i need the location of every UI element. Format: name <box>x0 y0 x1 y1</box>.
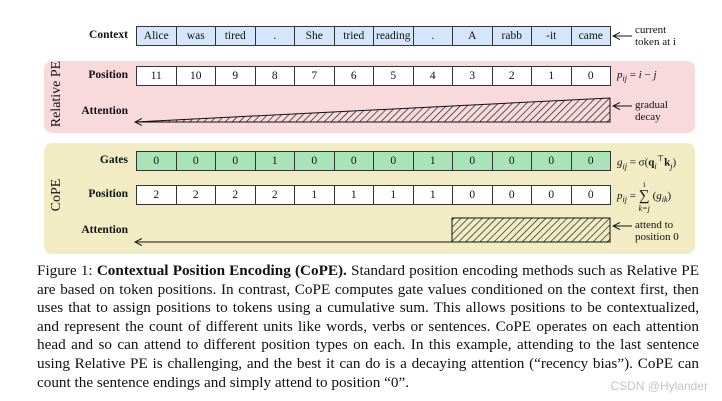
gate-value-cell: 0 <box>373 151 414 171</box>
cope-position-cell: 2 <box>176 185 217 205</box>
relative-position-cell: 4 <box>413 66 454 86</box>
gradual-decay-note: gradual decay <box>635 99 668 123</box>
relative-position-cell: 7 <box>294 66 335 86</box>
cope-attention-row-label: Attention <box>81 224 128 236</box>
cope-position-cell: 2 <box>136 185 177 205</box>
context-token-cell: tried <box>334 26 375 46</box>
relative-position-cell: 10 <box>176 66 217 86</box>
figure-caption <box>37 262 699 392</box>
cope-position-cell: 1 <box>334 185 375 205</box>
cope-position-cell: 2 <box>215 185 256 205</box>
context-token-cell: Alice <box>136 26 177 46</box>
context-token-cell: was <box>176 26 217 46</box>
gate-value-cell: 0 <box>136 151 177 171</box>
current-token-note: current token at i <box>635 24 676 48</box>
context-token-cell: . <box>413 26 454 46</box>
cope-position-cell: 1 <box>294 185 335 205</box>
cope-position-row-label: Position <box>88 188 128 200</box>
relative-attention-decay-shape <box>135 98 610 122</box>
cope-position-cell: 2 <box>255 185 296 205</box>
gate-value-cell: 0 <box>334 151 375 171</box>
cope-position-cell: 0 <box>452 185 493 205</box>
relative-position-cell: 11 <box>136 66 177 86</box>
relative-position-cell: 3 <box>452 66 493 86</box>
gate-value-cell: 0 <box>531 151 572 171</box>
caption-title: Contextual Position Encoding (CoPE). <box>96 262 347 279</box>
attend-position-note: attend to position 0 <box>635 219 679 243</box>
relative-position-cell: 0 <box>571 66 612 86</box>
relative-position-cell: 1 <box>531 66 572 86</box>
gate-value-cell: 0 <box>294 151 335 171</box>
cope-position-formula: $p_{ij}$ = i ∑ k=j $(g_{ik})$ <box>617 180 672 213</box>
relative-position-cell: 6 <box>334 66 375 86</box>
caption-body: Standard position encoding methods such as Relative PE are based on token positions. In contrast, CoPE computes gate values conditioned on the context first, then uses that to assign positions to tokens using a cumulative sum. This allows positions to be contextualized, and represent the count of different units like words, verbs or sentences. CoPE operates on each attention head and so can attend to different position types on each. In this example, attending to the last sentence using Relative PE is challenging, and the best it can do is a decaying attention (“recency bias”). CoPE can count the sentence endings and simply attend to position “0”. <box>37 262 700 391</box>
cope-attention-block <box>452 218 610 242</box>
relative-attention-row-label: Attention <box>81 105 128 117</box>
gates-row-label: Gates <box>99 154 128 166</box>
watermark: CSDN @Hylander <box>610 379 708 393</box>
gate-value-cell: 0 <box>492 151 533 171</box>
relative-position-cell: 8 <box>255 66 296 86</box>
cope-position-cell: 0 <box>492 185 533 205</box>
relative-pe-side-label: Relative PE <box>49 60 64 128</box>
gate-value-cell: 0 <box>452 151 493 171</box>
caption-figure-label: Figure 1: <box>37 262 93 279</box>
gate-value-cell: 1 <box>255 151 296 171</box>
context-token-cell: reading <box>373 26 414 46</box>
context-row-label: Context <box>89 29 128 41</box>
gate-value-cell: 0 <box>176 151 217 171</box>
relative-position-formula: $p_{ij} = i - j$ <box>617 69 657 84</box>
relative-position-row-label: Position <box>88 69 128 81</box>
context-token-cell: came <box>571 26 612 46</box>
cope-side-label: CoPE <box>49 178 64 212</box>
cope-position-cell: 0 <box>571 185 612 205</box>
gate-value-cell: 1 <box>413 151 454 171</box>
relative-position-cell: 9 <box>215 66 256 86</box>
context-token-cell: A <box>452 26 493 46</box>
context-token-cell: . <box>255 26 296 46</box>
context-token-cell: She <box>294 26 335 46</box>
gate-value-cell: 0 <box>571 151 612 171</box>
cope-position-cell: 1 <box>373 185 414 205</box>
context-token-cell: rabb <box>492 26 533 46</box>
gate-formula: $g_{ij} = \sigma(q_i^⊤k_j)$ <box>617 154 677 171</box>
cope-position-cell: 1 <box>413 185 454 205</box>
gate-value-cell: 0 <box>215 151 256 171</box>
cope-position-cell: 0 <box>531 185 572 205</box>
context-token-cell: tired <box>215 26 256 46</box>
relative-position-cell: 2 <box>492 66 533 86</box>
relative-position-cell: 5 <box>373 66 414 86</box>
context-token-cell: -it <box>531 26 572 46</box>
